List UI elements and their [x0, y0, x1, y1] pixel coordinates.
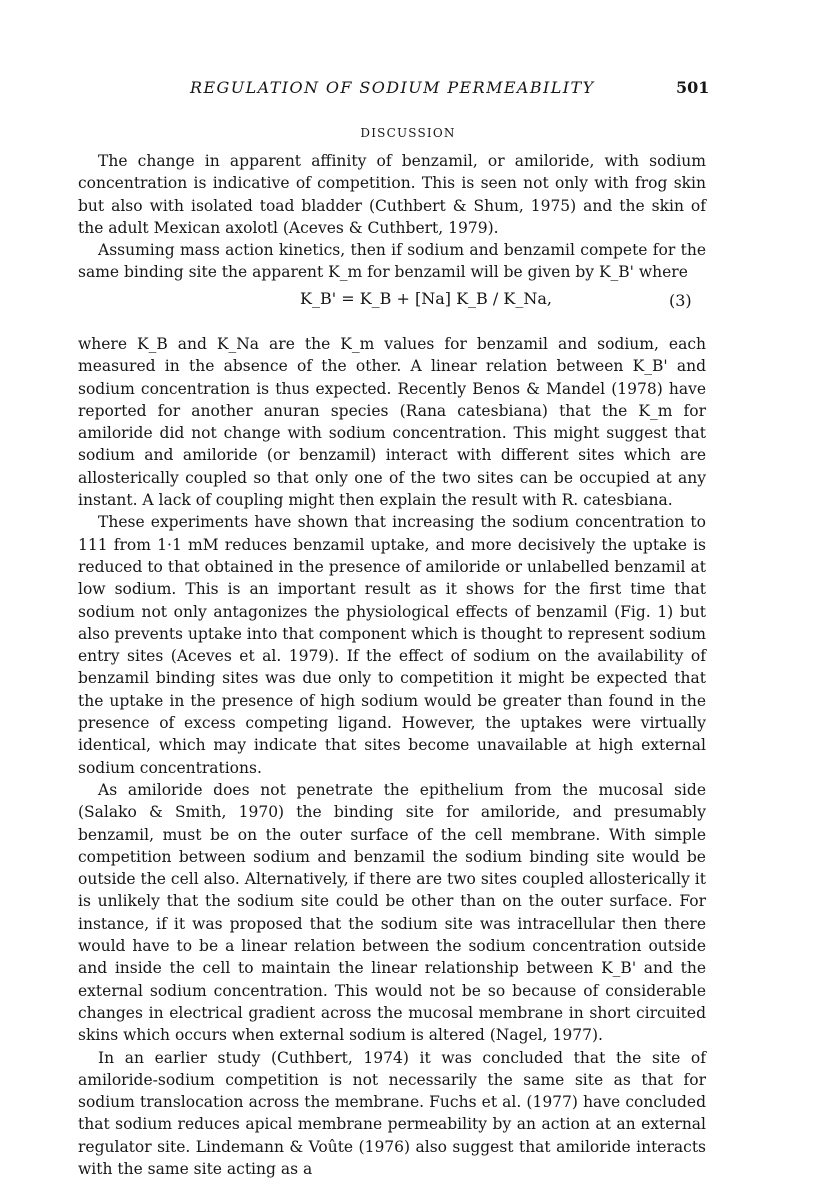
- section-heading: DISCUSSION: [0, 126, 816, 140]
- paragraph-2: Assuming mass action kinetics, then if sodium and benzamil compete for the same binding site the apparent K_m for benzamil will be given by K_B' where: [78, 239, 706, 284]
- text-block-upper: [78, 150, 706, 284]
- paragraph-4: These experiments have shown that increasing the sodium concentration to 111 from 1·1 mM reduces benzamil uptake, and more decisively the uptake is reduced to that obtained in the presence of amiloride or unlabelled benzamil at low sodium. This is an important result as it shows for the first time that sodium not only antagonizes the physiological effects of benzamil (Fig. 1) but also prevents uptake into that component which is thought to represent sodium entry sites (Aceves et al. 1979). If the effect of sodium on the availability of benzamil binding sites was due only to competition it might be expected that the uptake in the presence of high sodium would be greater than found in the presence of excess competing ligand. However, the uptakes were virtually identical, which may indicate that sites become unavailable at high external sodium concentrations.: [78, 511, 706, 779]
- paragraph-3: where K_B and K_Na are the K_m values for benzamil and sodium, each measured in the absence of the other. A linear relation between K_B' and sodium concentration is thus expected. Recently Benos & Mandel (1978) have reported for another anuran species (Rana catesbiana) that the K_m for amiloride did not change with sodium concentration. This might suggest that sodium and amiloride (or benzamil) interact with different sites which are allosterically coupled so that only one of the two sites can be occupied at any instant. A lack of coupling might then explain the result with R. catesbiana.: [78, 333, 706, 511]
- equation-3: [0, 279, 816, 327]
- equation-number: (3): [669, 291, 692, 310]
- text-block-lower: [78, 333, 706, 1180]
- paragraph-6: In an earlier study (Cuthbert, 1974) it was concluded that the site of amiloride-sodium competition is not necessarily the same site as that for sodium translocation across the membrane. Fuchs et al. (1977) have concluded that sodium reduces apical membrane permeability by an action at an external regulator site. Lindemann & Voûte (1976) also suggest that amiloride interacts with the same site acting as a: [78, 1047, 706, 1180]
- running-head-title: REGULATION OF SODIUM PERMEABILITY: [190, 78, 595, 97]
- page-number: 501: [676, 78, 709, 97]
- paragraph-1: The change in apparent affinity of benzamil, or amiloride, with sodium concentration is indicative of competition. This is seen not only with frog skin but also with isolated toad bladder (Cuthbert & Shum, 1975) and the skin of the adult Mexican axolotl (Aceves & Cuthbert, 1979).: [78, 150, 706, 239]
- running-head: [0, 78, 816, 100]
- equation-body: K_B' = K_B + [Na] K_B / K_Na,: [300, 289, 552, 308]
- paragraph-5: As amiloride does not penetrate the epithelium from the mucosal side (Salako & Smith, 1970) the binding site for amiloride, and presumably benzamil, must be on the outer surface of the cell membrane. With simple competition between sodium and benzamil the sodium binding site would be outside the cell also. Alternatively, if there are two sites coupled allosterically it is unlikely that the sodium site could be other than on the outer surface. For instance, if it was proposed that the sodium site was intracellular then there would have to be a linear relation between the sodium concentration outside and inside the cell to maintain the linear relationship between K_B' and the external sodium concentration. This would not be so because of considerable changes in electrical gradient across the mucosal membrane in short circuited skins which occurs when external sodium is altered (Nagel, 1977).: [78, 779, 706, 1047]
